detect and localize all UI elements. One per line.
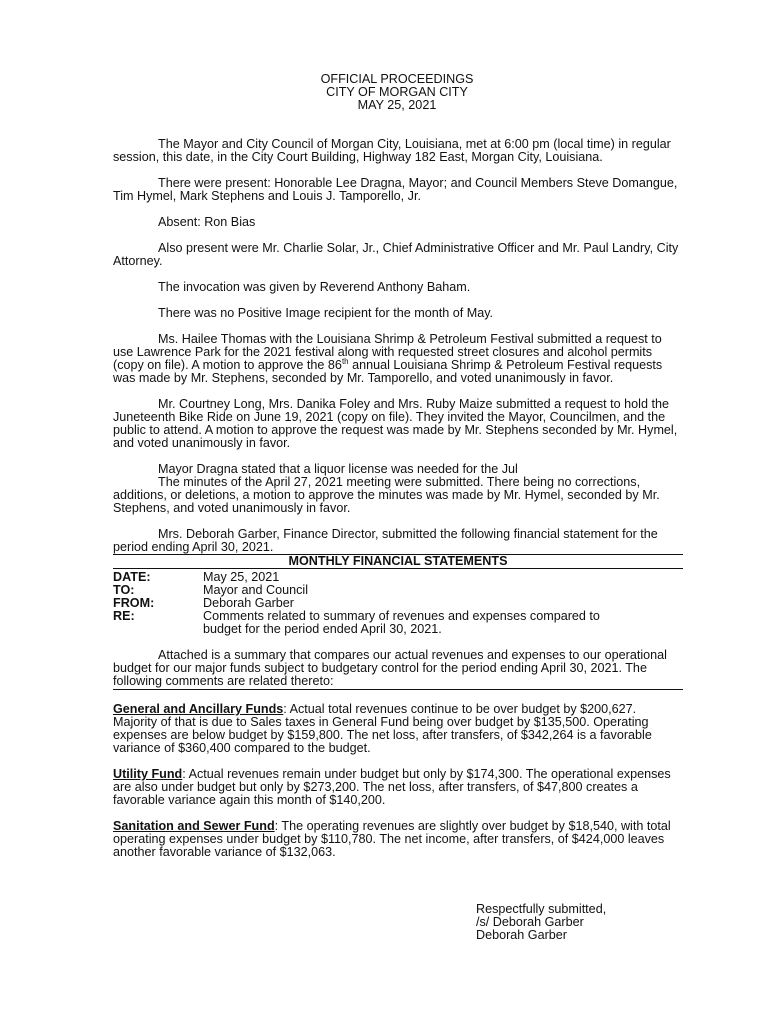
header-title: OFFICIAL PROCEEDINGS: [320, 72, 474, 86]
utility-fund-heading: Utility Fund: [113, 767, 183, 781]
positive-image-paragraph: There was no Positive Image recipient for the month of May.: [158, 306, 494, 320]
signoff-signature: /s/ Deborah Garber: [476, 915, 584, 929]
document-header: [0, 73, 770, 112]
shrimp-text-start: Ms. Hailee Thomas with the Louisiana Shrimp & Petroleum Festival submitted a request to use Lawrence Park for the 2021 festival along with requested street closures and alcohol permits (copy on file). A motion to approve the 86: [113, 332, 662, 372]
ordinal-suffix: th: [341, 356, 349, 366]
invocation-paragraph: The invocation was given by Reverend Anthony Baham.: [158, 280, 471, 294]
header-city: CITY OF MORGAN CITY: [326, 85, 468, 99]
intro-paragraph: The Mayor and City Council of Morgan City, Louisiana, met at 6:00 pm (local time) in regular session, this date, in the City Court Building, Highway 182 East, Morgan City, Louisiana.: [113, 137, 671, 164]
signoff-name: Deborah Garber: [476, 928, 568, 942]
memo-row-to: [113, 584, 683, 597]
signoff-block: [476, 903, 606, 942]
memo-block: [113, 571, 683, 636]
memo-from-value: Deborah Garber: [203, 596, 295, 610]
memo-re-label: RE:: [113, 609, 135, 623]
sanitation-fund-paragraph: [113, 820, 683, 859]
general-fund-text: : Actual total revenues continue to be over budget by $200,627. Majority of that is due to Sales taxes in General Fund being over budget by $135,500. Operating expenses are below budget by $159,800. The net loss, after transfers, of $342,264 is a favorable variance of $360,400 compared to the budget.: [113, 702, 652, 755]
shrimp-text-end: annual Louisiana Shrimp & Petroleum Festival requests was made by Mr. Stephens, seconded by Mr. Tamporello, and voted unanimously in favor.: [113, 358, 663, 385]
memo-row-date: [113, 571, 683, 584]
memo-from-label: FROM:: [113, 596, 155, 610]
signoff-closing: Respectfully submitted,: [476, 902, 607, 916]
minutes-paragraph: The minutes of the April 27, 2021 meeting were submitted. There being no corrections, additions, or deletions, a motion to approve the minutes was made by Mr. Hymel, seconded by Mr. Stephens, and voted unanimously in favor.: [113, 475, 660, 515]
general-fund-paragraph: [113, 703, 683, 755]
sanitation-fund-text: : The operating revenues are slightly over budget by $18,540, with total operating expenses under budget by $110,780. The net income, after transfers, of $424,000 leaves another favorable variance of $132,063.: [113, 819, 671, 859]
memo-date-value: May 25, 2021: [203, 570, 280, 584]
liquor-line: Mayor Dragna stated that a liquor license was needed for the Jul: [158, 462, 518, 476]
header-date: MAY 25, 2021: [357, 98, 437, 112]
also-present-paragraph: Also present were Mr. Charlie Solar, Jr., Chief Administrative Officer and Mr. Paul Landry, City Attorney.: [113, 241, 679, 268]
document-body: [113, 138, 683, 872]
memo-to-value: Mayor and Council: [203, 583, 308, 597]
utility-fund-text: : Actual revenues remain under budget but only by $174,300. The operational expenses are also under budget but only by $273,200. The net loss, after transfers, of $47,800 creates a favorable variance again this month of $140,200.: [113, 767, 671, 807]
financial-statements-title: MONTHLY FINANCIAL STATEMENTS: [113, 554, 683, 569]
absent-paragraph: Absent: Ron Bias: [158, 215, 256, 229]
general-fund-heading: General and Ancillary Funds: [113, 702, 284, 716]
sanitation-fund-heading: Sanitation and Sewer Fund: [113, 819, 275, 833]
memo-date-label: DATE:: [113, 570, 151, 584]
shrimp-festival-paragraph: [113, 333, 683, 385]
memo-re-continuation: budget for the period ended April 30, 2021.: [203, 622, 442, 636]
attached-paragraph: Attached is a summary that compares our actual revenues and expenses to our operational budget for our major funds subject to budgetary control for the period ending April 30, 2021. The following comments are related thereto:: [113, 649, 683, 690]
finance-paragraph: Mrs. Deborah Garber, Finance Director, submitted the following financial statement for the period ending April 30, 2021.: [113, 527, 658, 554]
memo-to-label: TO:: [113, 583, 135, 597]
juneteenth-paragraph: Mr. Courtney Long, Mrs. Danika Foley and Mrs. Ruby Maize submitted a request to hold the Juneteenth Bike Ride on June 19, 2021 (copy on file). They invited the Mayor, Councilmen, and the public to attend. A motion to approve the request was made by Mr. Stephens seconded by Mr. Hymel, and voted unanimously in favor.: [113, 397, 678, 450]
utility-fund-paragraph: [113, 768, 683, 807]
present-paragraph: There were present: Honorable Lee Dragna, Mayor; and Council Members Steve Domangue, Tim Hymel, Mark Stephens and Louis J. Tamporello, Jr.: [113, 176, 678, 203]
memo-re-value: Comments related to summary of revenues and expenses compared to: [203, 609, 600, 623]
